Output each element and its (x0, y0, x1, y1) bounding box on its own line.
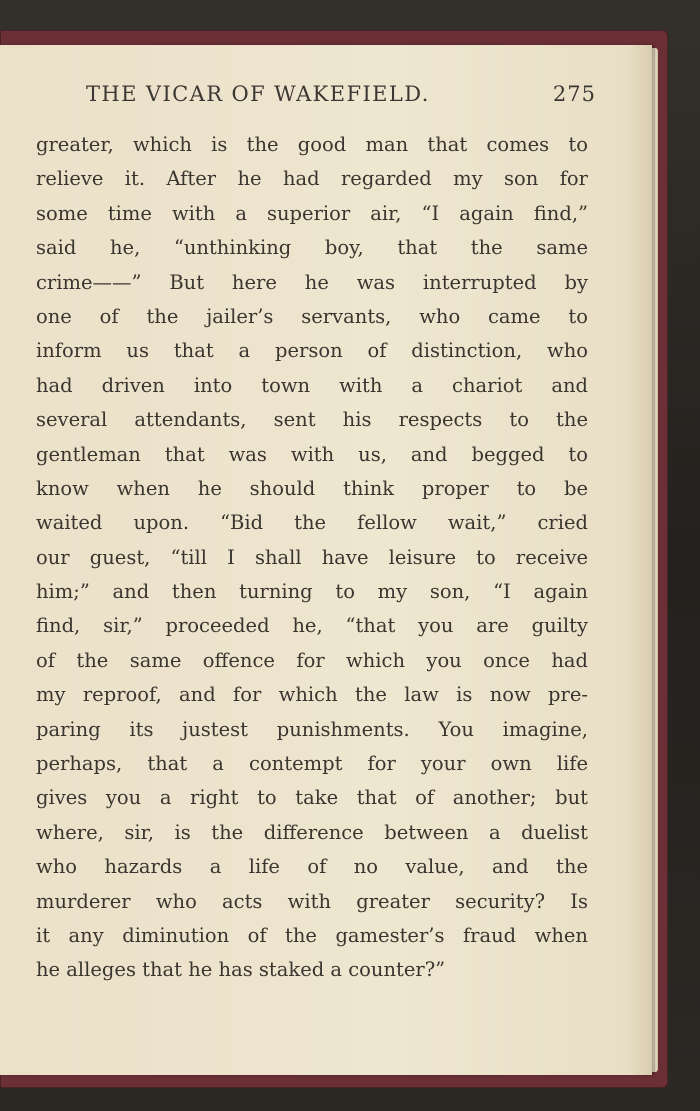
text-line: who hazards a life of no value, and the (36, 855, 588, 879)
text-line: said he, “unthinking boy, that the same (36, 236, 588, 260)
text-line: some time with a superior air, “I again find,” (36, 201, 588, 225)
text-line: he alleges that he has staked a counter?” (36, 958, 446, 982)
body-text (36, 128, 588, 988)
text-line: inform us that a person of distinction, who (36, 339, 588, 363)
text-line: crime——” But here he was interrupted by (36, 270, 588, 294)
text-line: several attendants, sent his respects to the (36, 408, 588, 432)
text-line: of the same offence for which you once had (36, 648, 588, 672)
text-line: know when he should think proper to be (36, 476, 588, 500)
text-line: find, sir,” proceeded he, “that you are guilty (36, 614, 588, 638)
text-line: greater, which is the good man that comes to (36, 133, 588, 156)
text-line: where, sir, is the difference between a duelist (36, 820, 588, 844)
text-line: one of the jailer’s servants, who came to (36, 304, 588, 328)
text-line: murderer who acts with greater security? Is (36, 889, 588, 913)
running-title: THE VICAR OF WAKEFIELD. (86, 82, 430, 106)
text-line: perhaps, that a contempt for your own life (36, 752, 588, 776)
text-line: paring its justest punishments. You imagine, (36, 717, 588, 741)
text-line: waited upon. “Bid the fellow wait,” cried (36, 511, 588, 535)
text-line: relieve it. After he had regarded my son for (36, 167, 588, 191)
text-line: our guest, “till I shall have leisure to receive (36, 545, 588, 569)
text-line: my reproof, and for which the law is now pre- (36, 683, 588, 707)
text-line: it any diminution of the gamester’s fraud when (36, 923, 588, 947)
text-line: gives you a right to take that of another; but (36, 786, 588, 810)
page-number: 275 (552, 82, 596, 106)
text-line: gentleman that was with us, and begged to (36, 442, 588, 466)
text-line: him;” and then turning to my son, “I again (36, 580, 588, 604)
text-line: had driven into town with a chariot and (36, 373, 588, 397)
running-head (86, 82, 596, 116)
